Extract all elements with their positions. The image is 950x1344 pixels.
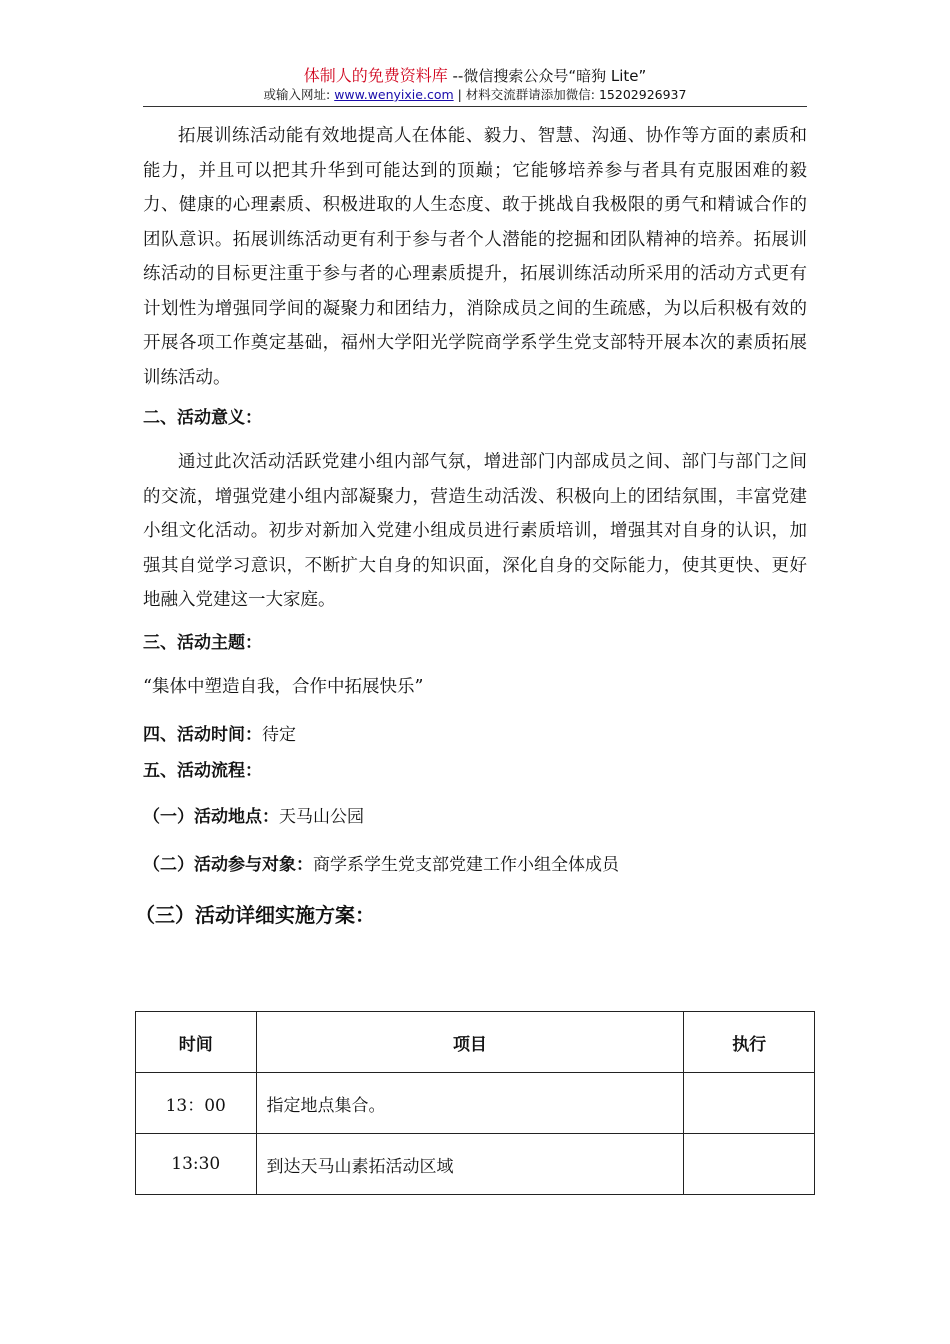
sub-plan-heading: （三）活动详细实施方案： <box>135 902 375 927</box>
header-contact-suffix: | 材料交流群请添加微信: 15202926937 <box>453 87 687 102</box>
sub-location-value: 天马山公园 <box>279 806 364 827</box>
row-item: 到达天马山素拓活动区域 <box>256 1134 684 1195</box>
section-heading-time: 四、活动时间： <box>143 724 262 745</box>
row-item: 指定地点集合。 <box>256 1073 684 1134</box>
sub-location-line <box>143 804 807 830</box>
time-value: 待定 <box>262 724 296 745</box>
sub-location-label: （一）活动地点： <box>143 806 279 827</box>
intro-paragraph: 拓展训练活动能有效地提高人在体能、毅力、智慧、沟通、协作等方面的素质和能力，并且可以把其升华到可能达到的顶巅；它能够培养参与者具有克服困难的毅力、健康的心理素质、积极进取的人生态度、敢于挑战自我极限的勇气和精诚合作的团队意识。拓展训练活动更有利于参与者个人潜能的挖掘和团队精神的培养。拓展训练活动的目标更注重于参与者的心理素质提升，拓展训练活动所采用的活动方式更有计划性为增强同学间的凝聚力和团结力，消除成员之间的生疏感，为以后积极有效的开展各项工作奠定基础，福州大学阳光学院商学系学生党支部特开展本次的素质拓展训练活动。 <box>143 126 807 388</box>
document-body <box>135 119 807 930</box>
header-url-link[interactable]: www.wenyixie.com <box>334 87 454 102</box>
schedule-table <box>135 1011 815 1195</box>
row-time: 13：00 <box>136 1073 257 1134</box>
column-header-time: 时间 <box>136 1012 257 1073</box>
header-brand: 体制人的免费资料库 <box>303 66 448 85</box>
section-heading-theme: 三、活动主题： <box>143 632 262 653</box>
column-header-item: 项目 <box>256 1012 684 1073</box>
header-title-line <box>143 66 807 86</box>
section-time-line <box>143 722 807 748</box>
theme-text: “集体中塑造自我，合作中拓展快乐” <box>143 676 424 697</box>
row-time: 13:30 <box>136 1134 257 1195</box>
header-contact-line <box>143 86 807 104</box>
sub-participants-line <box>143 852 807 878</box>
header-divider <box>143 106 807 107</box>
sub-participants-label: （二）活动参与对象： <box>143 854 313 875</box>
page-header <box>143 66 807 104</box>
significance-paragraph: 通过此次活动活跃党建小组内部气氛，增进部门内部成员之间、部门与部门之间的交流，增强党建小组内部凝聚力，营造生动活泼、积极向上的团结氛围，丰富党建小组文化活动。初步对新加入党建小组成员进行素质培训，增强其对自身的认识，加强其自觉学习意识，不断扩大自身的知识面，深化自身的交际能力，使其更快、更好地融入党建这一大家庭。 <box>143 452 807 610</box>
sub-participants-value: 商学系学生党支部党建工作小组全体成员 <box>313 854 619 875</box>
column-header-exec: 执行 <box>684 1012 815 1073</box>
table-header-row <box>136 1012 815 1073</box>
section-heading-significance: 二、活动意义： <box>143 408 262 428</box>
header-tagline: --微信搜索公众号“暗狗 Lite” <box>447 67 647 85</box>
section-heading-process: 五、活动流程： <box>143 760 262 781</box>
header-url-prefix: 或输入网址: <box>263 87 335 102</box>
row-exec <box>684 1073 815 1134</box>
table-row <box>136 1073 815 1134</box>
row-exec <box>684 1134 815 1195</box>
table-row <box>136 1134 815 1195</box>
